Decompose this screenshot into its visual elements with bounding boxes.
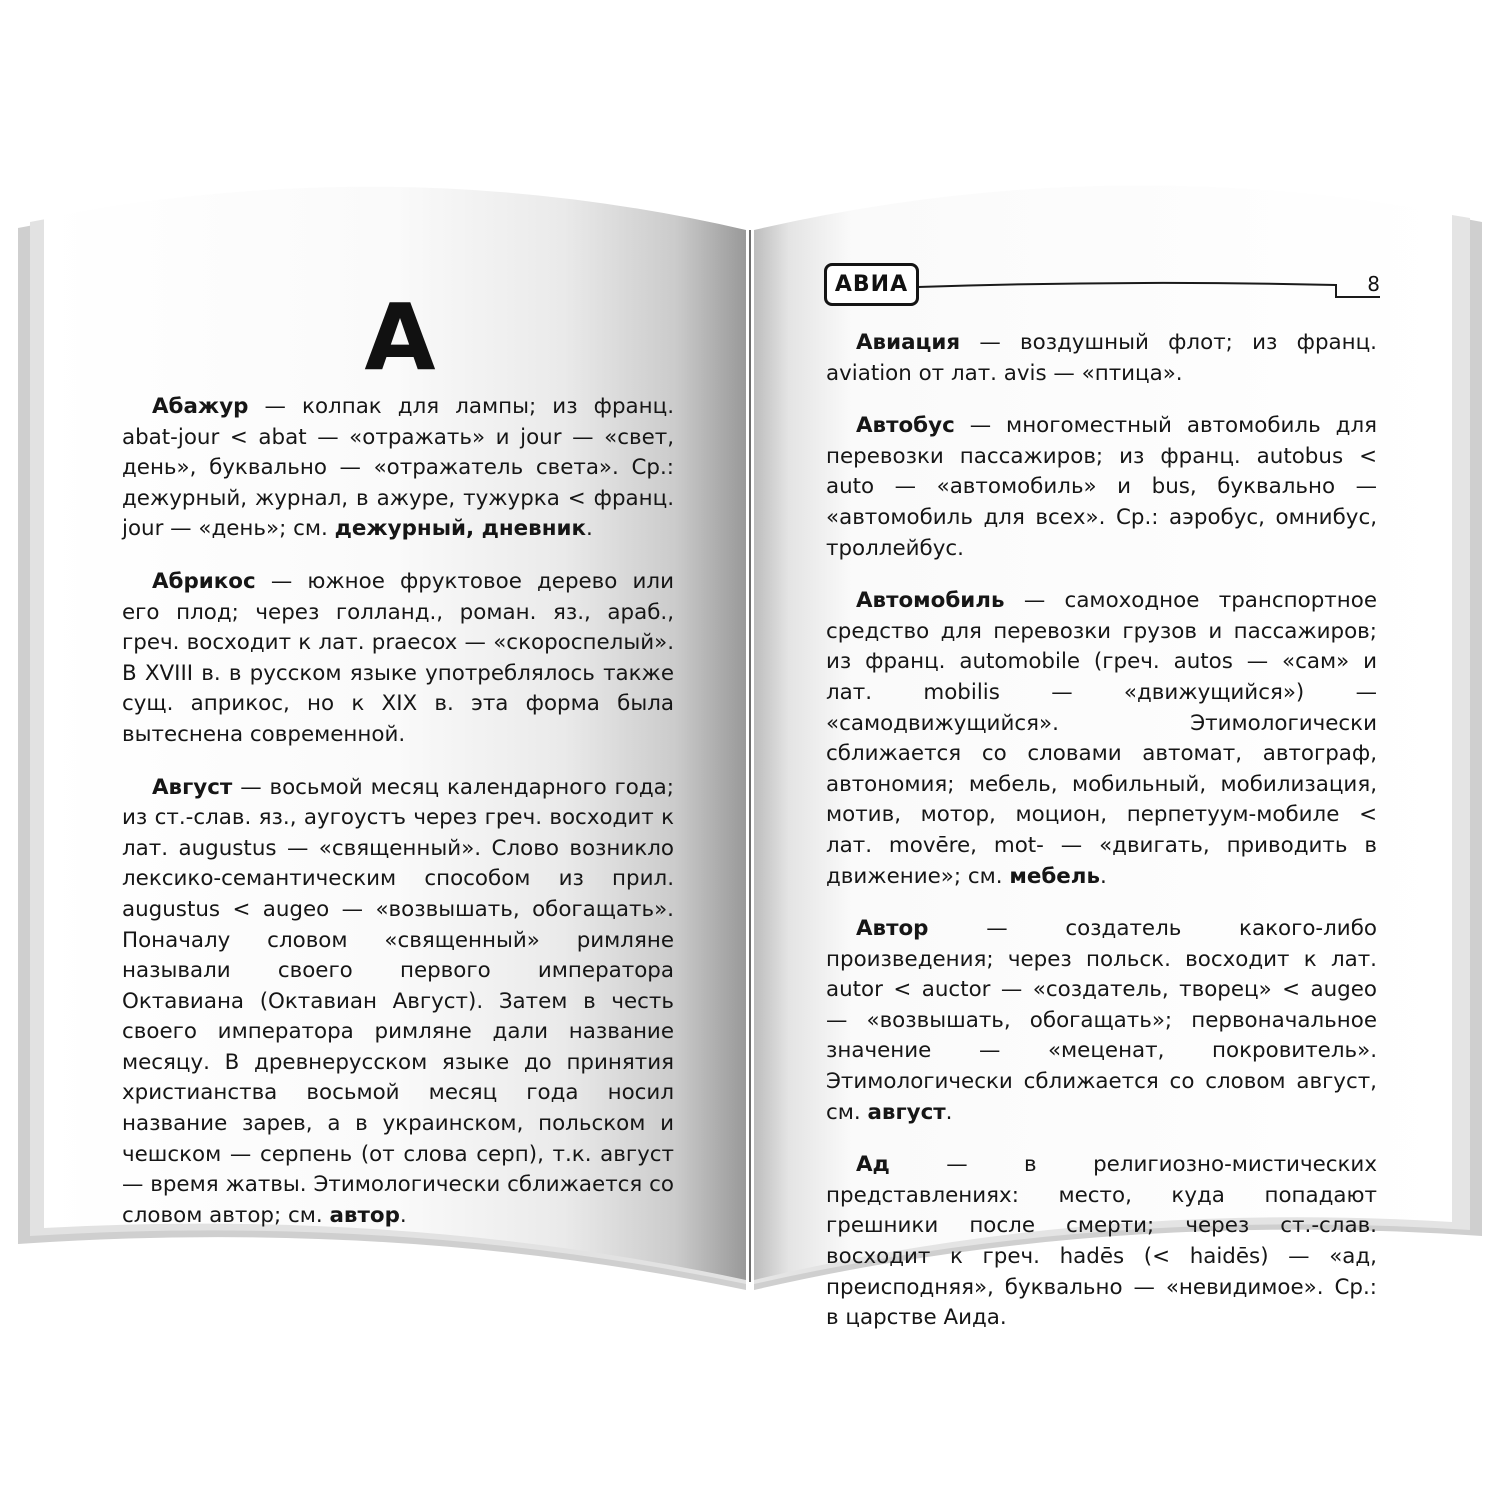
entry-headword: Автомобиль <box>856 588 1005 614</box>
entry-cross-reference: мебель <box>1009 863 1101 889</box>
entry-definition: — самоходное транспортное средство для перевозки грузов и пассажиров; из франц. automobile (греч. autos — «сам» и лат. mobilis — «движущийся») — «самодвижущийся». Этимологически сближается со словами автомат, автограф, автономия; мебель, мобильный, мобилизация, мотив, мотор, моцион, перпетуум-мобиле < лат. movēre, mot- — «двигать, приводить в движение»; см. <box>826 588 1377 889</box>
entry-end: . <box>586 516 593 542</box>
dictionary-entry <box>826 914 1377 1128</box>
entry-headword: Автор <box>856 916 929 942</box>
entry-definition: — в религиозно-мистических представлениях: место, куда попадают грешники после смерти; через ст.-слав. восходит к греч. hadēs (< haidēs) — «ад, преисподняя», буквально — «невидимое». Ср.: в царстве Аида. <box>826 1152 1377 1331</box>
entry-end: . <box>945 1099 953 1125</box>
entry-cross-reference: август <box>867 1099 946 1125</box>
entry-headword: Абрикос <box>152 568 256 594</box>
entry-headword: Абажур <box>152 394 249 419</box>
entry-definition: — воздушный флот; из франц. aviation от лат. avis — «птица». <box>826 330 1377 386</box>
entry-end: . <box>399 1202 407 1228</box>
dictionary-entry <box>826 1150 1377 1334</box>
entry-cross-reference: автор <box>329 1202 400 1228</box>
entry-headword: Август <box>152 774 233 800</box>
entry-definition: — создатель какого-либо произведения; через польск. восходит к лат. autor < auctor — «создатель, творец» < augeo — «возвышать, обогащать»; первоначальное значение — «меценат, покровитель». Этимологически сближается со словом август, см. <box>826 916 1377 1125</box>
entry-headword: Авиация <box>856 330 961 355</box>
dictionary-entry <box>122 392 674 545</box>
entry-definition: — многоместный автомобиль для перевозки пассажиров; из франц. autobus < auto — «автомобиль» и bus, буквально — «автомобиль для всех». Ср.: аэробус, омнибус, троллейбус. <box>826 413 1377 561</box>
entry-definition: — колпак для лампы; из франц. abat-jour < abat — «отражать» и jour — «свет, день», буквально — «отражатель света». Ср.: дежурный, журнал, в ажуре, тужурка < франц. jour — «день»; см. <box>122 394 674 542</box>
right-page-text <box>826 328 1377 1356</box>
entry-headword: Автобус <box>856 413 955 439</box>
dictionary-entry <box>122 567 674 751</box>
dictionary-entry <box>826 328 1377 389</box>
page-number: 8 <box>1367 272 1380 296</box>
section-letter: А <box>364 284 436 391</box>
dictionary-entry <box>826 586 1377 892</box>
entry-definition: — восьмой месяц календарного года; из ст.-слав. яз., аугоустъ через греч. восходит к лат. augustus — «священный». Слово возникло лексико-семантическим способом из прил. augustus < augeo — «возвышать, обогащать». Поначалу словом «священный» римляне называли своего первого императора Октавиана (Октавиан Август). Затем в честь своего императора римляне дали название месяцу. В древнерусском языке до принятия христианства восьмой месяц года носил название зарев, а в украинском, польском и чешском — серпень (от слова серп), т.к. август — время жатвы. Этимологически сближается со словом автор; см. <box>122 774 674 1228</box>
entry-definition: — южное фруктовое дерево или его плод; через голланд., роман. яз., араб., греч. восходит к лат. praecox — «скороспелый». В XVIII в. в русском языке употреблялось также сущ. априкос, но к XIX в. эта форма была вытеснена современной. <box>122 568 674 747</box>
section-tab-label: АВИА <box>824 263 919 306</box>
entry-cross-reference: дежурный, дневник <box>334 516 586 542</box>
entry-end: . <box>1100 863 1107 889</box>
dictionary-entry <box>122 773 674 1232</box>
dictionary-entry <box>826 411 1377 564</box>
entry-headword: Ад <box>856 1152 890 1178</box>
left-page-text <box>122 392 674 1253</box>
